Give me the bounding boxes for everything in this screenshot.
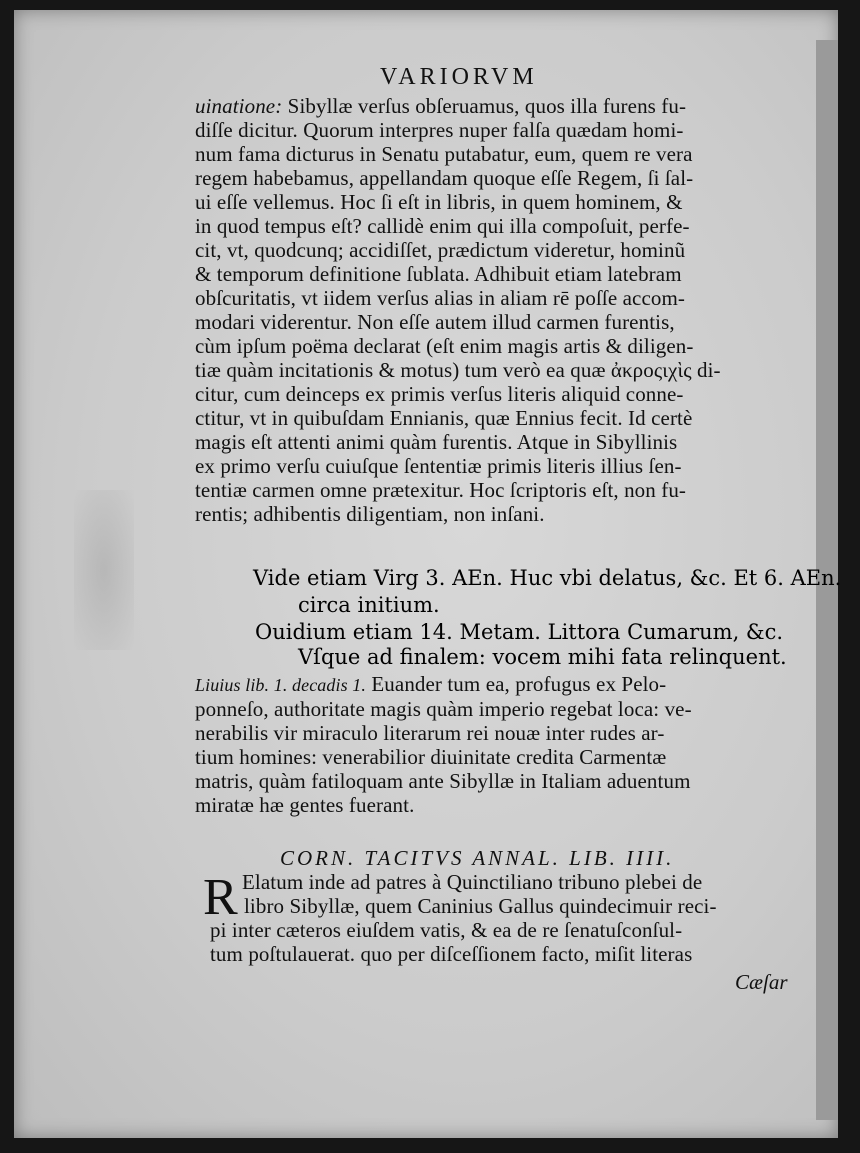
paper-stain: [74, 490, 134, 650]
livius-citation: Liuius lib. 1. decadis 1.: [195, 675, 367, 695]
text-line: cùm ipſum poëma declarat (eſt enim magis artis & diligen-: [195, 334, 694, 358]
text-line: obſcuritatis, vt iidem verſus alias in aliam rē poſſe accom-: [195, 286, 686, 310]
text-line: diſſe dicitur. Quorum interpres nuper falſa quædam homi-: [195, 118, 684, 142]
text-line: miratæ hæ gentes fuerant.: [195, 793, 415, 817]
tacitus-first-line: Elatum inde ad patres à Quinctiliano tribuno plebei de: [242, 870, 703, 894]
text-line: ex primo verſu cuiuſque ſententiæ primis literis illius ſen-: [195, 454, 682, 478]
text-line: tum poſtulauerat. quo per diſceſſionem facto, miſit literas: [210, 942, 693, 966]
ovid-reference: Ouidium etiam 14. Metam. Littora Cumarum, &c.: [255, 620, 784, 644]
catchword: Cæſar: [735, 970, 788, 994]
virgil-reference-cont: circa initium.: [298, 593, 440, 617]
tacitus-passage: [203, 869, 820, 966]
text-line: tium homines: venerabilior diuinitate credita Carmentæ: [195, 745, 667, 769]
text-line: num fama dicturus in Senatu putabatur, eum, quem re vera: [195, 142, 693, 166]
sibyl-passage: [195, 94, 805, 526]
text-line: ctitur, vt in quibuſdam Ennianis, quæ Ennius fecit. Id certè: [195, 406, 693, 430]
text-line: cit, vt, quodcunq; accidiſſet, prædictum videretur, hominũ: [195, 238, 686, 262]
section-title: CORN. TACITVS ANNAL. LIB. IIII.: [280, 846, 675, 870]
text-line: tiæ quàm incitationis & motus) tum verò ea quæ ἀκροςιχὶς di-: [195, 358, 721, 382]
passage-first-word: uinatione:: [195, 94, 283, 118]
text-line: regem habebamus, appellandam quoque eſſe Regem, ſi ſal-: [195, 166, 694, 190]
text-line: libro Sibyllæ, quem Caninius Gallus quindecimuir reci-: [244, 894, 717, 918]
drop-cap: R: [203, 869, 238, 926]
passage-first-line-rest: Sibyllæ verſus obſeruamus, quos illa furens fu-: [282, 94, 687, 118]
text-line: & temporum definitione ſublata. Adhibuit etiam latebram: [195, 262, 682, 286]
text-line: matris, quàm fatiloquam ante Sibyllæ in Italiam aduentum: [195, 769, 691, 793]
livius-passage: [195, 672, 805, 817]
text-line: citur, cum deinceps ex primis verſus literis aliquid conne-: [195, 382, 684, 406]
text-line: in quod tempus eſt? callidè enim qui illa compoſuit, perfe-: [195, 214, 690, 238]
text-line: tentiæ carmen omne prætexitur. Hoc ſcriptoris eſt, non fu-: [195, 478, 687, 502]
ovid-reference-cont: Vſque ad finalem: vocem mihi fata relinquent.: [298, 645, 787, 669]
text-line: ponneſo, authoritate magis quàm imperio regebat loca: ve-: [195, 697, 692, 721]
livius-first-line-rest: Euander tum ea, profugus ex Pelo-: [366, 672, 667, 696]
livius-first-line: [195, 672, 805, 697]
running-title: VARIORVM: [380, 64, 538, 90]
text-line: magis eſt attenti animi quàm furentis. Atque in Sibyllinis: [195, 430, 678, 454]
passage-first-line: [195, 94, 805, 118]
text-line: nerabilis vir miraculo literarum rei nouæ inter rudes ar-: [195, 721, 665, 745]
text-line: ui eſſe vellemus. Hoc ſi eſt in libris, in quem hominem, &: [195, 190, 683, 214]
text-line: rentis; adhibentis diligentiam, non inſani.: [195, 502, 545, 526]
text-line: modari viderentur. Non eſſe autem illud carmen furentis,: [195, 310, 675, 334]
text-line: pi inter cæteros eiuſdem vatis, & ea de re ſenatuſconſul-: [210, 918, 683, 942]
virgil-reference: Vide etiam Virg 3. AEn. Huc vbi delatus, &c. Et 6. AEn.: [253, 566, 842, 590]
